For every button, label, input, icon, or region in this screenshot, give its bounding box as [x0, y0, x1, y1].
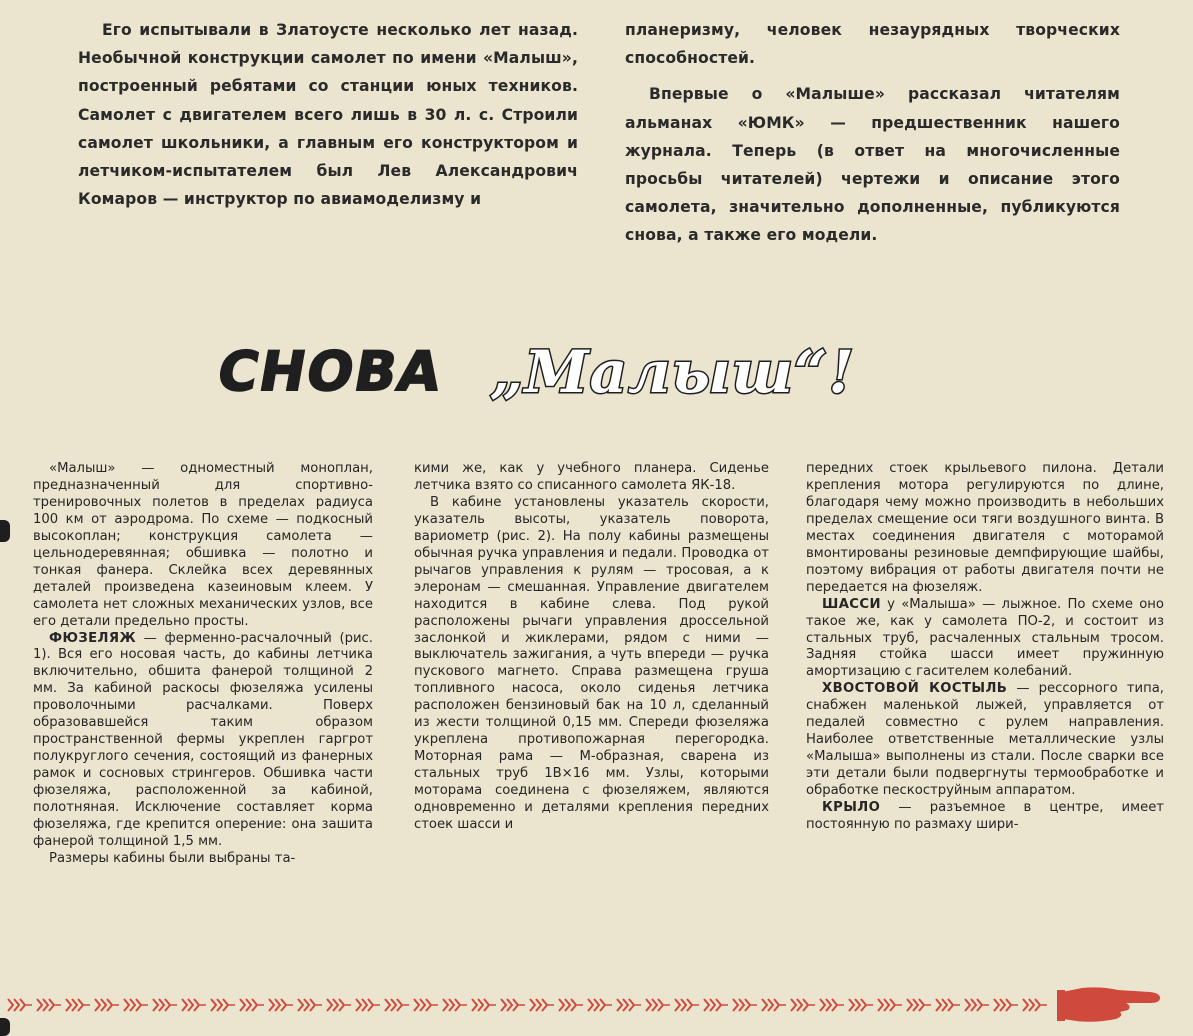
section-heading-fuselage: ФЮЗЕЛЯЖ — [49, 630, 136, 646]
arrow-chevron-icon — [240, 999, 264, 1011]
arrow-chevron-icon — [588, 999, 612, 1011]
text-column-3 — [806, 461, 1164, 834]
paragraph-intro-description: «Малыш» — одноместный моноплан, предназначенный для спортивно-тренировочных полетов в пределах радиуса 100 км от аэродрома. По схеме — подкосный высокоплан; конструкция самолета — цельнодеревянная; обшивка — полотно и тонкая фанера. Склейка всех деревянных деталей произведена казеиновым клеем. У самолета нет сложных механических узлов, все его детали предельно просты. — [33, 461, 373, 629]
paragraph-cabin-continued: кими же, как у учебного планера. Сиденье летчика взято со списанного самолета ЯК-18. — [414, 461, 769, 493]
title-word-malysh: „Малыш“! — [490, 338, 855, 406]
arrow-chevron-icon — [646, 999, 670, 1011]
arrow-chevron-icon — [414, 999, 438, 1011]
arrow-chevron-icon — [356, 999, 380, 1011]
arrow-chevron-icon — [704, 999, 728, 1011]
section-heading-tail-skid: ХВОСТОВОЙ КОСТЫЛЬ — [822, 681, 1008, 697]
arrow-chevron-icon — [269, 999, 293, 1011]
arrow-chevron-icon — [443, 999, 467, 1011]
paragraph-fuselage — [33, 631, 373, 851]
arrow-chevron-icon — [298, 999, 322, 1011]
text-column-1 — [33, 461, 373, 868]
arrow-chevron-icon — [501, 999, 525, 1011]
arrow-chevron-icon — [733, 999, 757, 1011]
paragraph-cabin-instruments: В кабине установлены указатель скорости, указатель высоты, указатель поворота, вариометр (рис. 2). На полу кабины размещены обычная ручка управления и педали. Проводка от рычагов управления к рулям — тросовая, а к элеронам — смешанная. Управление двигателем находится в кабине слева. Под рукой расположены рычаги управления дроссельной заслонкой и жиклерами, рядом с ними — выключатель зажигания, а чуть впереди — ручка пускового магнето. Справа размещена груша топливного насоса, около сиденья летчика расположен бензиновый бак на 10 л, сделанный из жести толщиной 0,15 мм. Спереди фюзеляжа укреплена противопожарная перегородка. Моторная рама — М-образная, сварена из стальных труб 1В×16 мм. Узлы, которыми моторама соединена с фюзеляжем, являются одновременно и деталями крепления передних стоек шасси и — [414, 494, 769, 833]
arrow-chevron-icon — [385, 999, 409, 1011]
paragraph-engine-mount: передних стоек крыльевого пилона. Детали крепления мотора регулируются по длине, благодаря чему можно производить в небольших пределах смещение оси тяги воздушного винта. В местах соединения двигателя с моторамой вмонтированы резиновые демпфирующие шайбы, поэтому вибрация от работы двигателя почти не передается на фюзеляж. — [806, 461, 1164, 595]
arrow-chevron-icon — [965, 999, 989, 1011]
edge-mark — [0, 520, 10, 542]
arrow-chevron-icon — [762, 999, 786, 1011]
arrow-chevron-icon — [849, 999, 873, 1011]
decorative-border — [0, 986, 1193, 1026]
article-title — [0, 318, 1193, 428]
arrow-chevron-icon — [878, 999, 902, 1011]
section-heading-chassis: ШАССИ — [822, 596, 881, 612]
paragraph-chassis — [806, 597, 1164, 682]
arrow-chevron-icon — [1023, 999, 1047, 1011]
paragraph-chassis-text: у «Малыша» — лыжное. По схеме оно такое же, как у самолета ПО-2, и состоит из стальных труб, расчаленных стальным тросом. Задняя стойка шасси имеет пружинную амортизацию с гасителем колебаний. — [806, 596, 1164, 680]
arrow-chevron-icon — [66, 999, 90, 1011]
pointing-hand-icon — [1055, 987, 1160, 1022]
arrow-chevron-icon — [559, 999, 583, 1011]
arrow-chevron-icon — [0, 986, 1193, 1026]
paragraph-wing-text: — разъемное в центре, имеет постоянную по размаху шири- — [806, 800, 1164, 833]
intro-column-left — [78, 16, 578, 213]
arrow-chevron-icon — [211, 999, 235, 1011]
paragraph-tail-skid-text: — рессорного типа, снабжен маленькой лыжей, управляется от педалей совместно с рулем направления. Наиболее ответственные металлические узлы «Малыша» выполнены из стали. После сварки все эти детали были подвергнуты термообработке и обработке пескоструйным аппаратом. — [806, 681, 1164, 799]
intro-paragraph: Его испытывали в Златоусте несколько лет назад. Необычной конструкции самолет по имени «Малыш», построенный ребятами со станции юных техников. Самолет с двигателем всего лишь в 30 л. с. Строили самолет школьники, а главным его конструктором и летчиком-испытателем был Лев Александрович Комаров — инструктор по авиамоделизму и — [78, 21, 578, 209]
text-column-2 — [414, 461, 769, 834]
arrow-chevron-icon — [182, 999, 206, 1011]
arrow-chevron-icon — [124, 999, 148, 1011]
edge-mark — [0, 1018, 10, 1036]
arrow-chevron-icon — [820, 999, 844, 1011]
arrow-chevron-icon — [37, 999, 61, 1011]
intro-paragraph-continued: планеризму, человек незаурядных творческих способностей. — [625, 21, 1120, 68]
arrow-chevron-icon — [617, 999, 641, 1011]
arrow-chevron-icon — [472, 999, 496, 1011]
title-word-snova: СНОВА — [213, 339, 448, 403]
arrow-chevron-icon — [907, 999, 931, 1011]
intro-column-right — [625, 16, 1120, 250]
arrow-chevron-icon — [153, 999, 177, 1011]
paragraph-fuselage-text: — ферменно-расчалочный (рис. 1). Вся его носовая часть, до кабины летчика включительно, обшита фанерой толщиной 2 мм. За кабиной раскосы фюзеляжа усилены проволочными расчалками. Поверх образовавшейся таким образом пространственной фермы укреплен гаргрот полукруглого сечения, состоящий из фанерных рамок и сосновых стрингеров. Обшивка части фюзеляжа, расположенной за кабиной, полотняная. Исключение составляет корма фюзеляжа, где крепится оперение: она зашита фанерой толщиной 1,5 мм. — [33, 630, 373, 849]
intro-paragraph-2: Впервые о «Малыше» рассказал читателям альманах «ЮМК» — предшественник нашего журнала. Теперь (в ответ на многочисленные просьбы читателей) чертежи и описание этого самолета, значительно дополненные, публикуются снова, а также его модели. — [625, 85, 1120, 245]
arrow-chevron-icon — [994, 999, 1018, 1011]
paragraph-tail-skid — [806, 681, 1164, 800]
arrow-chevron-icon — [327, 999, 351, 1011]
arrow-chevron-icon — [675, 999, 699, 1011]
arrow-chevron-icon — [791, 999, 815, 1011]
title-art — [0, 318, 1193, 428]
arrow-chevron-icon — [95, 999, 119, 1011]
section-heading-wing: КРЫЛО — [822, 800, 881, 816]
paragraph-wing — [806, 800, 1164, 834]
arrow-chevron-icon — [530, 999, 554, 1011]
arrow-chevron-icon — [936, 999, 960, 1011]
arrow-chevron-icon — [8, 999, 32, 1011]
paragraph-cabin-start: Размеры кабины были выбраны та- — [49, 850, 296, 866]
